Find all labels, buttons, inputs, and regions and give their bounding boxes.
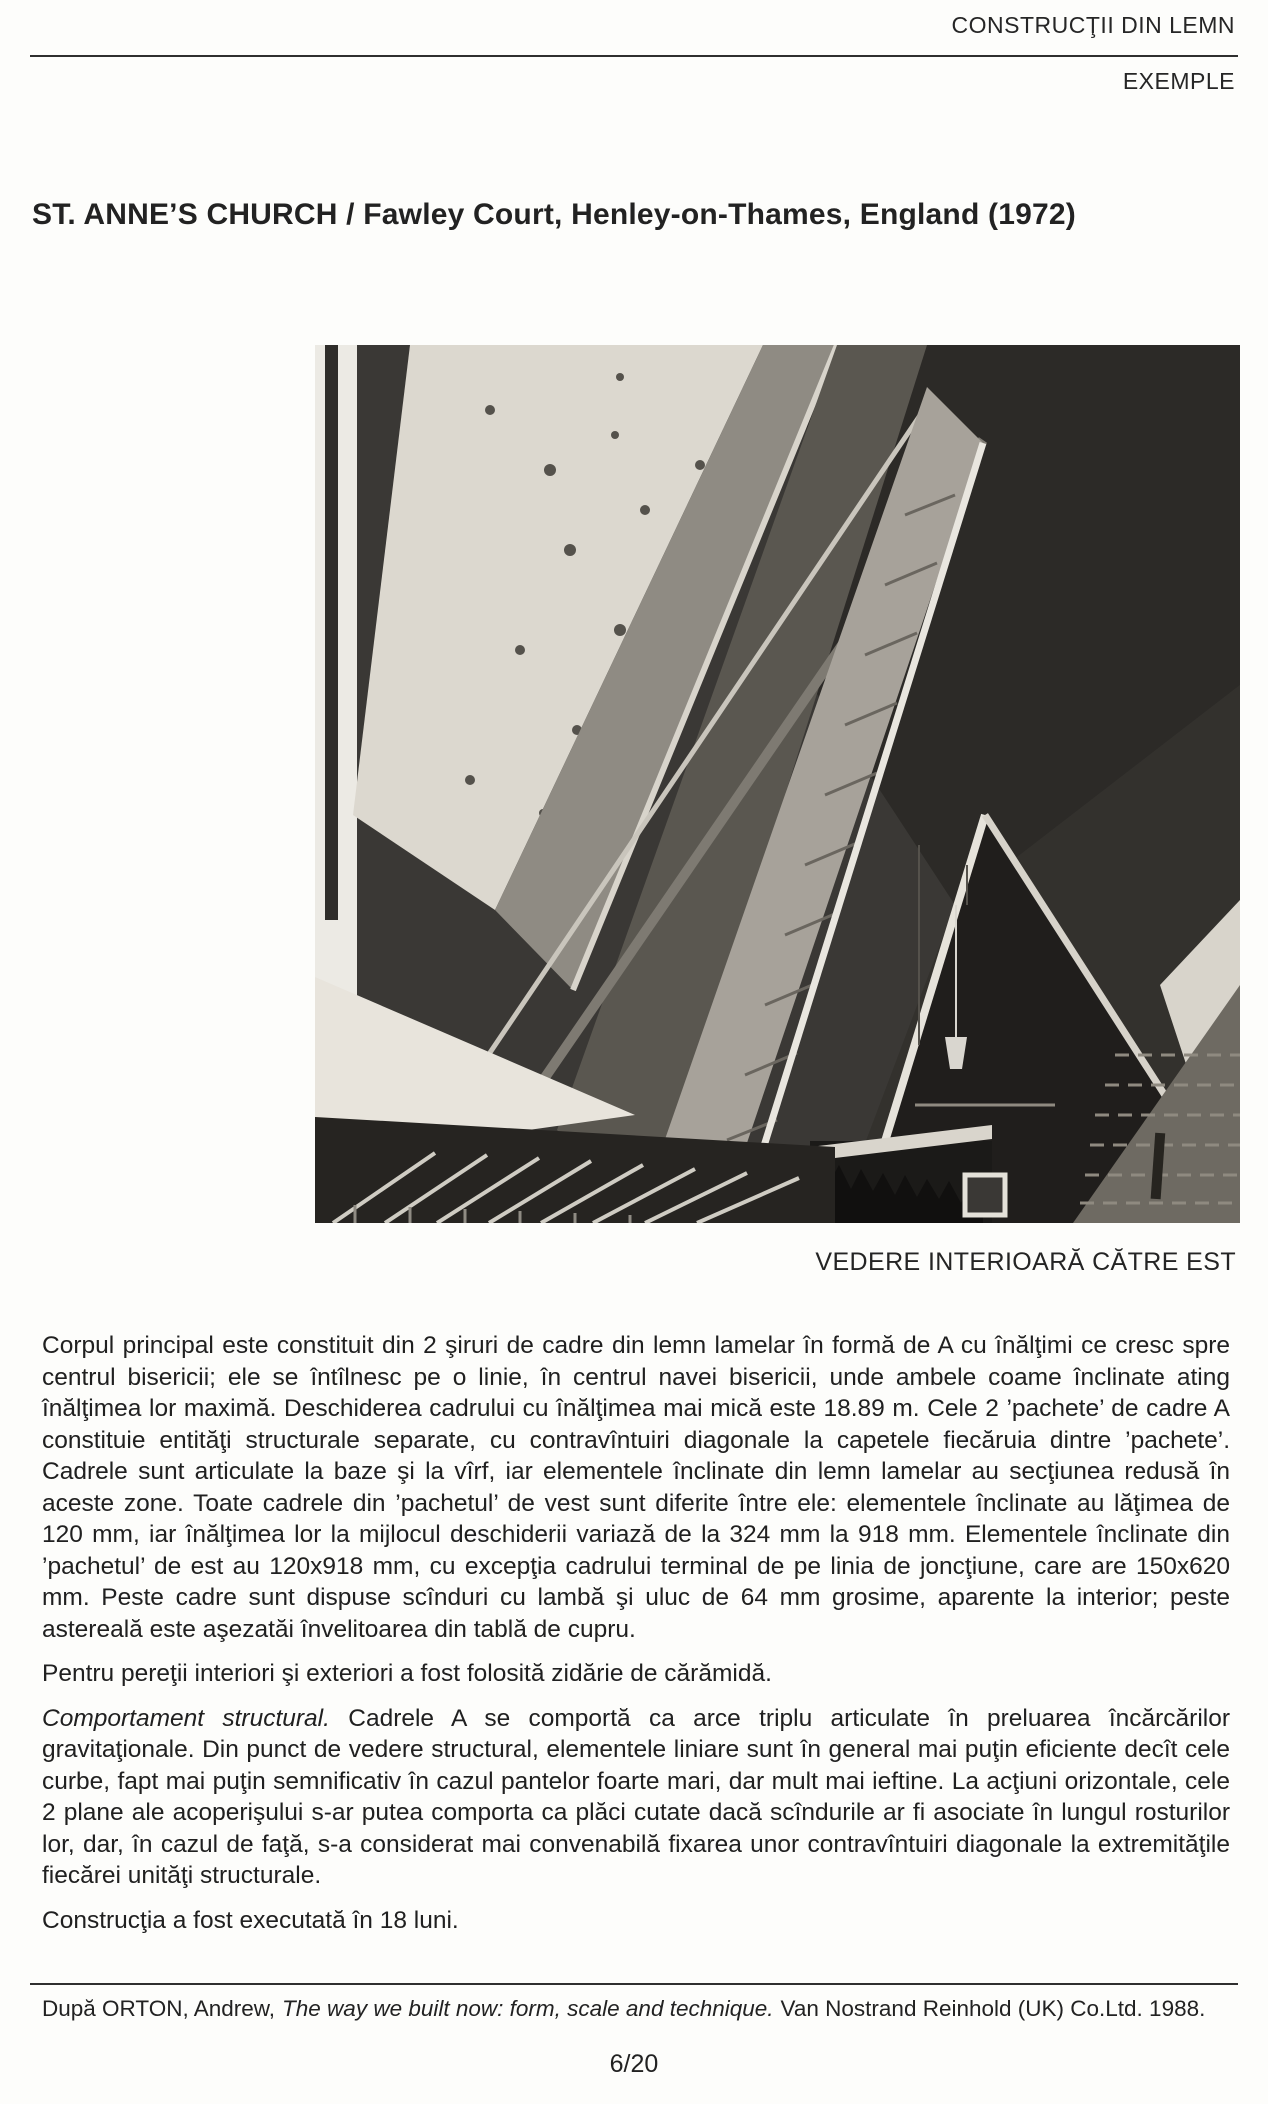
page-title: ST. ANNE’S CHURCH / Fawley Court, Henley-on-Thames, England (1972) (32, 198, 1076, 232)
church-interior-photo (315, 345, 1240, 1223)
body-text (42, 1330, 1230, 1936)
citation-suffix: Van Nostrand Reinhold (UK) Co.Ltd. 1988. (780, 1996, 1206, 2021)
paragraph-duration: Construcţia a fost executată în 18 luni. (42, 1906, 459, 1934)
paragraph-structural-text: Cadrele A se comportă ca arce triplu articulate în preluarea încărcărilor gravitaţionale. Din punct de vedere structural, elementele liniare sunt în general mai puţin eficiente decît cele curbe, fapt mai puţin semnificativ în cazul pantelor foarte mari, dar mult mai ieftine. La acţiuni orizontale, cele 2 plane ale acoperişului s-ar putea comporta ca plăci cutate dacă scîndurile ar fi asociate în lungul rosturilor lor, dar, în cazul de faţă, s-a considerat mai convenabilă fixarea unor contravîntuiri diagonale la extremităţile fiecărei unităţi structurale. (42, 1704, 1231, 1889)
paragraph-walls: Pentru pereţii interiori şi exteriori a fost folosită zidărie de cărămidă. (42, 1660, 772, 1687)
header-rule (30, 55, 1238, 57)
header-kicker: CONSTRUCŢII DIN LEMN (951, 12, 1235, 38)
header-section-label: EXEMPLE (1122, 68, 1235, 94)
footer-citation (42, 1996, 1236, 2022)
paragraph-structural-lead: Comportament structural. (42, 1704, 330, 1732)
citation-prefix: După ORTON, Andrew, (42, 1996, 276, 2021)
footer-rule (30, 1983, 1238, 1985)
citation-book-title: The way we built now: form, scale and technique. (282, 1996, 774, 2021)
paragraph-main-description: Corpul principal este constituit din 2 şiruri de cadre din lemn lamelar în formă de A cu înălţimi ce cresc spre centrul bisericii; ele se întîlnesc pe o linie, în centrul navei bisericii, unde ambele coame înclinate ating înălţimea lor maximă. Deschiderea cadrului cu înălţimea mai mică este 18.89 m. Cele 2 ’pachete’ de cadre A constituie entităţi structurale separate, cu contravîntuiri diagonale la capetele fiecăruia dintre ’pachete’. Cadrele sunt articulate la baze şi la vîrf, iar elementele înclinate din lemn lamelar au secţiunea redusă în aceste zone. Toate cadrele din ’pachetul’ de vest sunt diferite între ele: elementele înclinate au lăţimea de 120 mm, iar înălţimea lor la mijlocul deschiderii variază de la 324 mm la 918 mm. Elementele înclinate din ’pachetul’ de est au 120x918 mm, cu excepţia cadrului terminal de pe linia de joncţiune, care are 150x620 mm. Peste cadre sunt dispuse scînduri cu lambă şi uluc de 64 mm grosime, aparente la interior; peste astereală este aşezatăi învelitoarea din tablă de cupru. (42, 1332, 1230, 1643)
paragraph-structural-behavior (42, 1703, 1230, 1892)
church-interior-photo-graphic (315, 345, 1240, 1223)
page-number: 6/20 (609, 2050, 659, 2078)
figure-caption: VEDERE INTERIOARĂ CĂTRE EST (815, 1248, 1236, 1276)
